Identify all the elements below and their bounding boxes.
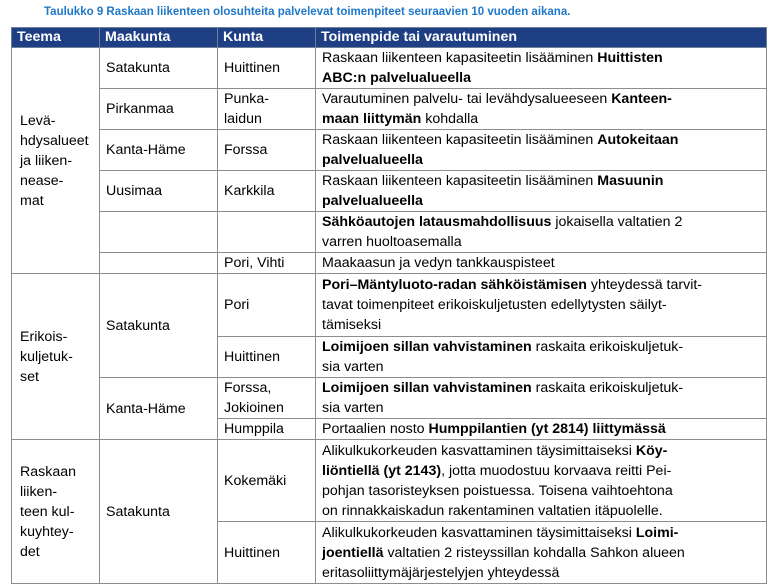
region-cell: Satakunta <box>100 48 218 89</box>
municipality-cell: Humppila <box>218 419 316 440</box>
municipality-cell: Huittinen <box>218 48 316 89</box>
measure-cell: Raskaan liikenteen kapasiteetin lisääminen Autokeitaan palvelualueella <box>316 130 767 171</box>
table-row <box>12 440 767 522</box>
municipality-cell: Forssa <box>218 130 316 171</box>
municipality-cell: Kokemäki <box>218 440 316 522</box>
table-row <box>12 89 767 130</box>
theme-heavy-traffic-routes-line: kuyhtey- <box>20 523 74 540</box>
region-cell: Uusimaa <box>100 171 218 212</box>
region-cell: Kanta-Häme <box>100 378 218 440</box>
region-cell <box>100 212 218 253</box>
theme-rest-areas-line: hdysalueet <box>20 132 89 149</box>
measure-cell: Sähköautojen latausmahdollisuus jokaisella valtatien 2 varren huoltoasemalla <box>316 212 767 253</box>
measure-cell: Loimijoen sillan vahvistaminen raskaita erikoiskuljetuk- sia varten <box>316 378 767 419</box>
measure-cell: Alikulkukorkeuden kasvattaminen täysimittaiseksi Loimi- joentiellä valtatien 2 risteyssillan kohdalla Sahkon alueen eritasoliittymäjärjestelyjen yhteydessä <box>316 522 767 584</box>
region-cell <box>100 253 218 274</box>
measure-cell: Maakaasun ja vedyn tankkauspisteet <box>316 253 767 274</box>
measure-cell: Raskaan liikenteen kapasiteetin lisääminen Huittisten ABC:n palvelualueella <box>316 48 767 89</box>
theme-special-transports-line: kuljetuk- <box>20 348 73 365</box>
measure-cell: Varautuminen palvelu- tai levähdysalueeseen Kanteen- maan liittymän kohdalla <box>316 89 767 130</box>
table-row <box>12 274 767 337</box>
municipality-cell: Pori, Vihti <box>218 253 316 274</box>
municipality-cell <box>218 212 316 253</box>
theme-special-transports-line: set <box>20 368 39 385</box>
header-measure: Toimenpide tai varautuminen <box>316 28 767 48</box>
measure-cell: Raskaan liikenteen kapasiteetin lisääminen Masuunin palvelualueella <box>316 171 767 212</box>
theme-rest-areas <box>12 48 100 274</box>
measure-cell: Portaalien nosto Humppilantien (yt 2814) liittymässä <box>316 419 767 440</box>
table-row <box>12 212 767 253</box>
table-caption: Taulukko 9 Raskaan liikenteen olosuhteita palvelevat toimenpiteet seuraavien 10 vuoden aikana. <box>44 6 571 18</box>
municipality-cell: Huittinen <box>218 522 316 584</box>
theme-rest-areas-line: mat <box>20 192 44 209</box>
table-row <box>12 253 767 274</box>
header-theme: Teema <box>12 28 100 48</box>
header-region: Maakunta <box>100 28 218 48</box>
region-cell: Satakunta <box>100 440 218 584</box>
theme-heavy-traffic-routes-line: liiken- <box>20 483 58 500</box>
municipality-cell: Huittinen <box>218 337 316 378</box>
table-row <box>12 130 767 171</box>
table-row <box>12 171 767 212</box>
region-cell: Kanta-Häme <box>100 130 218 171</box>
theme-rest-areas-line: nease- <box>20 172 64 189</box>
measure-cell: Loimijoen sillan vahvistaminen raskaita erikoiskuljetuk- sia varten <box>316 337 767 378</box>
measures-table <box>11 27 767 584</box>
theme-heavy-traffic-routes-line: teen kul- <box>20 503 75 520</box>
theme-special-transports <box>12 274 100 440</box>
table-header-row <box>12 28 767 48</box>
theme-heavy-traffic-routes-line: Raskaan <box>20 463 76 480</box>
theme-heavy-traffic-routes-line: det <box>20 543 40 560</box>
theme-heavy-traffic-routes <box>12 440 100 584</box>
municipality-cell: Punka- laidun <box>218 89 316 130</box>
theme-special-transports-line: Erikois- <box>20 328 68 345</box>
measure-cell: Alikulkukorkeuden kasvattaminen täysimittaiseksi Köy- liöntiellä (yt 2143), jotta muodostuu korvaava reitti Pei- pohjan tasoristeyksen poistuessa. Toisena vaihtoehtona on rinnakkaiskadun rakentaminen valtatien itäpuolelle. <box>316 440 767 522</box>
region-cell: Pirkanmaa <box>100 89 218 130</box>
table-row <box>12 48 767 89</box>
measure-cell: Pori–Mäntyluoto-radan sähköistämisen yhteydessä tarvit- tavat toimenpiteet erikoiskuljetusten edellytysten säilyt- tämiseksi <box>316 274 767 337</box>
municipality-cell: Pori <box>218 274 316 337</box>
theme-rest-areas-line: ja liiken- <box>20 152 73 169</box>
header-municipality: Kunta <box>218 28 316 48</box>
municipality-cell: Forssa, Jokioinen <box>218 378 316 419</box>
theme-rest-areas-line: Levä- <box>20 112 56 129</box>
region-cell: Satakunta <box>100 274 218 378</box>
table-row <box>12 378 767 419</box>
municipality-cell: Karkkila <box>218 171 316 212</box>
